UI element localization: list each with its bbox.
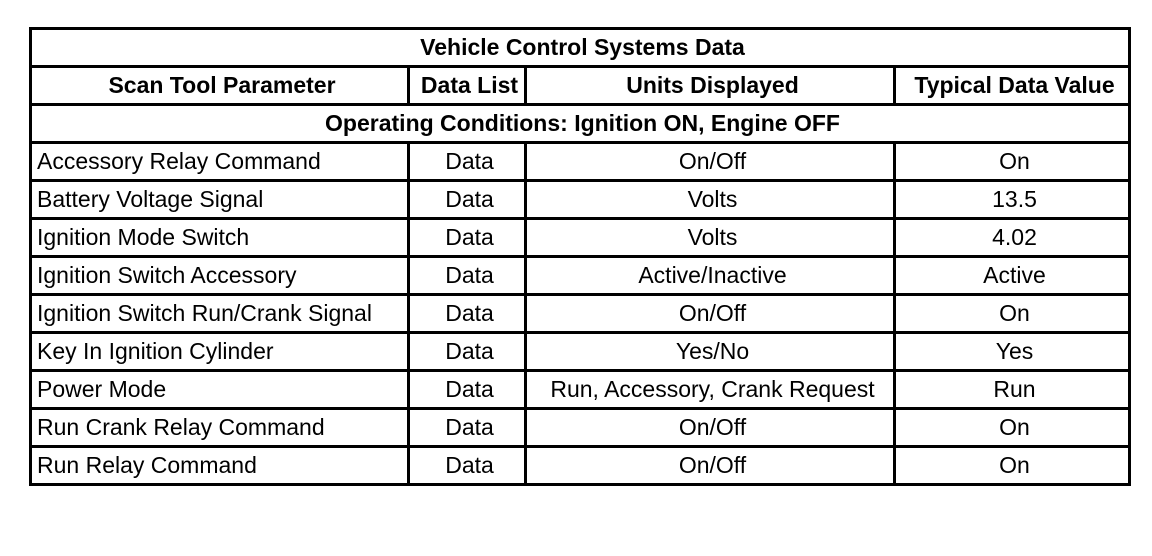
- table-row: [31, 409, 1130, 447]
- cell-data-list: Data: [409, 143, 526, 181]
- header-units-displayed: Units Displayed: [526, 67, 895, 105]
- cell-data-list: Data: [409, 295, 526, 333]
- cell-data-list: Data: [409, 409, 526, 447]
- table-row: [31, 181, 1130, 219]
- cell-units: On/Off: [526, 143, 895, 181]
- cell-data-list: Data: [409, 181, 526, 219]
- header-data-list: Data List: [409, 67, 526, 105]
- cell-parameter: Ignition Switch Run/Crank Signal: [31, 295, 409, 333]
- vehicle-control-systems-table: [29, 27, 1131, 486]
- cell-parameter: Ignition Switch Accessory: [31, 257, 409, 295]
- cell-parameter: Key In Ignition Cylinder: [31, 333, 409, 371]
- cell-units: Active/Inactive: [526, 257, 895, 295]
- section-operating-conditions: Operating Conditions: Ignition ON, Engine OFF: [31, 105, 1130, 143]
- cell-parameter: Power Mode: [31, 371, 409, 409]
- cell-typical-value: 13.5: [895, 181, 1130, 219]
- cell-typical-value: On: [895, 409, 1130, 447]
- section-row: [31, 105, 1130, 143]
- header-scan-tool-parameter: Scan Tool Parameter: [31, 67, 409, 105]
- cell-data-list: Data: [409, 333, 526, 371]
- cell-typical-value: Run: [895, 371, 1130, 409]
- cell-data-list: Data: [409, 257, 526, 295]
- cell-typical-value: On: [895, 143, 1130, 181]
- table-title-row: [31, 29, 1130, 67]
- table-row: [31, 295, 1130, 333]
- table-row: [31, 447, 1130, 485]
- header-typical-data-value: Typical Data Value: [895, 67, 1130, 105]
- cell-units: On/Off: [526, 409, 895, 447]
- cell-parameter: Run Crank Relay Command: [31, 409, 409, 447]
- table-row: [31, 257, 1130, 295]
- cell-typical-value: 4.02: [895, 219, 1130, 257]
- cell-units: Yes/No: [526, 333, 895, 371]
- cell-typical-value: On: [895, 295, 1130, 333]
- cell-data-list: Data: [409, 371, 526, 409]
- cell-units: Volts: [526, 181, 895, 219]
- cell-units: On/Off: [526, 295, 895, 333]
- table-row: [31, 219, 1130, 257]
- cell-units: Volts: [526, 219, 895, 257]
- cell-units: Run, Accessory, Crank Request: [526, 371, 895, 409]
- cell-typical-value: Yes: [895, 333, 1130, 371]
- cell-parameter: Battery Voltage Signal: [31, 181, 409, 219]
- cell-units: On/Off: [526, 447, 895, 485]
- cell-parameter: Accessory Relay Command: [31, 143, 409, 181]
- cell-parameter: Ignition Mode Switch: [31, 219, 409, 257]
- cell-typical-value: Active: [895, 257, 1130, 295]
- table-row: [31, 333, 1130, 371]
- cell-data-list: Data: [409, 447, 526, 485]
- cell-typical-value: On: [895, 447, 1130, 485]
- table-header-row: [31, 67, 1130, 105]
- table-row: [31, 143, 1130, 181]
- cell-parameter: Run Relay Command: [31, 447, 409, 485]
- table-title: Vehicle Control Systems Data: [31, 29, 1130, 67]
- cell-data-list: Data: [409, 219, 526, 257]
- table-row: [31, 371, 1130, 409]
